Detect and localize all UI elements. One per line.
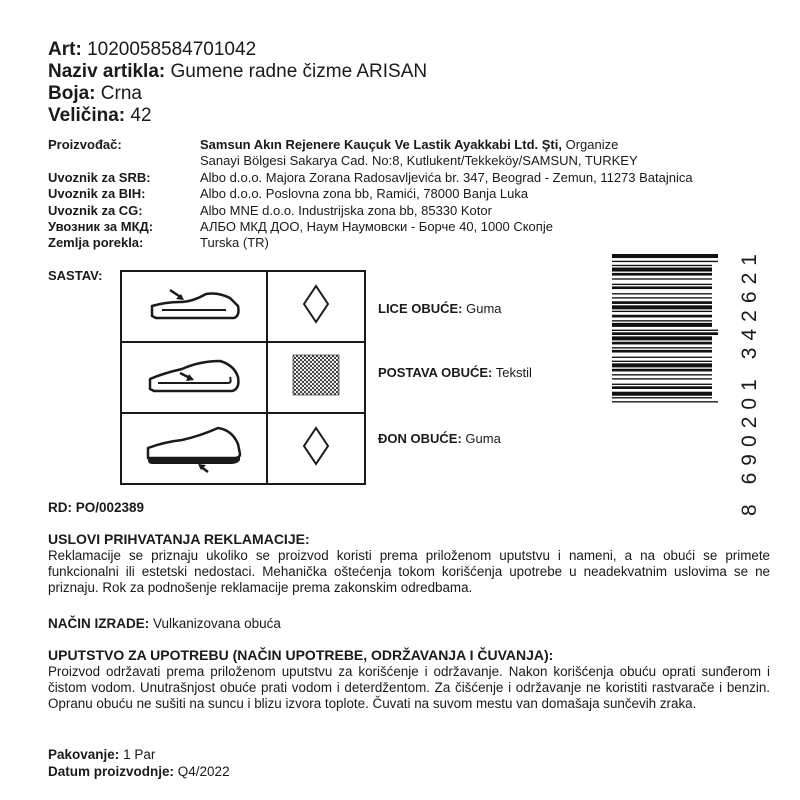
barcode-bar <box>612 361 712 362</box>
manufacture-method-label: NAČIN IZRADE: <box>48 616 150 631</box>
importer-srb <box>48 170 693 186</box>
rubber-symbol-cell <box>267 413 365 484</box>
manufacturer-name: Samsun Akın Rejenere Kauçuk Ve Lastik Ayakkabi Ltd. Şti, <box>200 137 562 152</box>
barcode-bar <box>612 350 712 353</box>
barcode-bar <box>612 378 712 379</box>
composition-upper <box>378 301 502 316</box>
lining-shoe-cell <box>121 342 267 413</box>
barcode-bar <box>612 268 712 272</box>
barcode-bar <box>612 369 712 372</box>
article-name-value: Gumene radne čizme ARISAN <box>170 61 428 82</box>
composition-sole-part: ĐON OBUĆE: <box>378 431 462 446</box>
barcode-bar <box>612 315 712 318</box>
barcode-bar <box>612 330 718 331</box>
importer-cg-value: Albo MNE d.o.o. Industrijska zona bb, 85330 Kotor <box>200 203 492 218</box>
importer-bih <box>48 186 528 202</box>
barcode-bar <box>612 305 712 309</box>
article-size-label: Veličina: <box>48 105 126 126</box>
barcode-bar <box>612 320 712 321</box>
complaints-title: USLOVI PRIHVATANJA REKLAMACIJE: <box>48 531 310 547</box>
shoe-upper-icon <box>122 272 266 336</box>
barcode-bar <box>612 384 712 385</box>
barcode-bar <box>612 357 712 358</box>
article-name <box>48 61 427 83</box>
diamond-icon <box>268 272 364 336</box>
composition-upper-material: Guma <box>466 301 502 316</box>
importer-cg-label: Uvoznik za CG: <box>48 203 143 218</box>
manufacture-method <box>48 616 281 632</box>
barcode-bar <box>612 374 712 375</box>
composition-table <box>120 270 366 485</box>
diamond-icon <box>268 414 364 478</box>
barcode-bar <box>612 332 718 335</box>
article-size-value: 42 <box>130 105 152 126</box>
importer-srb-value: Albo d.o.o. Majora Zorana Radosavljevića br. 347, Beograd - Zemun, 11273 Batajnica <box>200 170 693 185</box>
composition-lining-part: POSTAVA OBUĆE: <box>378 365 493 380</box>
article-size <box>48 105 152 127</box>
production-date-value: Q4/2022 <box>177 764 230 779</box>
packaging-label: Pakovanje: <box>48 747 120 762</box>
upper-shoe-cell <box>121 271 267 342</box>
textile-symbol-cell <box>267 342 365 413</box>
importer-bih-value: Albo d.o.o. Poslovna zona bb, Ramići, 78000 Banja Luka <box>200 186 529 201</box>
barcode-bar <box>612 363 712 367</box>
composition-lining <box>378 365 532 380</box>
composition-sole <box>378 431 501 446</box>
importer-srb-label: Uvoznik za SRB: <box>48 170 151 185</box>
manufacturer-address-1: Organize <box>565 137 619 152</box>
shoe-lining-icon <box>122 343 266 407</box>
production-date-label: Datum proizvodnje: <box>48 764 175 779</box>
barcode-bars <box>612 252 718 492</box>
barcode-bar <box>612 293 712 294</box>
rd-number: RD: PO/002389 <box>48 500 145 515</box>
country-of-origin-value: Turska (TR) <box>200 235 269 250</box>
barcode-bar <box>612 401 718 402</box>
composition-sole-material: Guma <box>465 431 501 446</box>
barcode-bar <box>612 301 712 304</box>
manufacture-method-value: Vulkanizovana obuća <box>153 616 281 631</box>
sole-shoe-cell <box>121 413 267 484</box>
barcode-bar <box>612 386 712 389</box>
article-number-label: Art: <box>48 39 82 60</box>
packaging-value: 1 Par <box>123 747 156 762</box>
textile-icon <box>268 343 364 407</box>
article-color-label: Boja: <box>48 83 96 104</box>
barcode-bar <box>612 284 712 285</box>
manufacturer-address-2: Sanayi Bölgesi Sakarya Cad. No:8, Kutlukent/Tekkeköy/SAMSUN, TURKEY <box>200 153 638 168</box>
barcode-bar <box>612 254 718 258</box>
importer-mkd-label: Увозник за МКД: <box>48 219 154 234</box>
barcode-bar <box>612 261 718 262</box>
article-color-value: Crna <box>100 83 142 104</box>
barcode-bar <box>612 286 712 289</box>
barcode-bar <box>612 347 712 348</box>
article-color <box>48 83 142 105</box>
barcode-bar <box>612 323 712 327</box>
composition-row-sole <box>121 413 365 484</box>
importer-mkd <box>48 219 553 235</box>
composition-label: SASTAV: <box>48 268 103 283</box>
production-date <box>48 764 230 780</box>
importer-cg <box>48 203 492 219</box>
barcode-number-text: 8 690201 342621 <box>738 254 761 516</box>
barcode-bar <box>612 265 712 266</box>
shoe-sole-icon <box>122 414 266 478</box>
country-of-origin <box>48 235 269 251</box>
instructions-title: UPUTSTVO ZA UPOTREBU (NAČIN UPOTREBE, ODRŽAVANJA I ČUVANJA): <box>48 647 554 663</box>
instructions-text: Proizvod održavati prema priloženom uputstvu za korišćenje i održavanje. Nakon korišćenja obuću oprati sunđerom i čistom vodom. Unutrašnjost obuće prati vodom i deterdžentom. Za čišćenje i održavanje ne koristiti rastvarače i benzin. Opranu obuću ne sušiti na suncu i blizu izvora toplote. Čuvati na suvom mestu van domašaja sunčevih zraka. <box>48 664 770 711</box>
complaints-text: Reklamacije se priznaju ukoliko se proizvod koristi prema priloženom uputstvu i nameni, a na obući se primete funkcionalni ili estetski nedostaci. Mehanička oštećenja tokom korišćenja upotrebe u neadekvatnim uslovima se ne priznaju. Rok za podnošenje reklamacije prema zakonskim odredbama. <box>48 548 770 595</box>
composition-row-upper <box>121 271 365 342</box>
barcode-number <box>736 250 762 520</box>
composition-upper-part: LICE OBUĆE: <box>378 301 463 316</box>
importer-mkd-value: АЛБО МКД ДОО, Наум Наумовски - Борче 40, 1000 Скопје <box>200 219 553 234</box>
barcode-bar <box>612 297 712 298</box>
barcode-bar <box>612 311 712 312</box>
article-number <box>48 39 256 61</box>
composition-lining-material: Tekstil <box>495 365 532 380</box>
barcode-bar <box>612 392 712 396</box>
country-of-origin-label: Zemlja porekla: <box>48 235 144 250</box>
importer-bih-label: Uvoznik za BIH: <box>48 186 146 201</box>
composition-row-lining <box>121 342 365 413</box>
barcode-bar <box>612 342 712 345</box>
manufacturer-label: Proizvođač: <box>48 137 122 152</box>
leather-symbol-cell <box>267 271 365 342</box>
packaging <box>48 747 155 763</box>
article-number-value: 1020058584701042 <box>87 39 257 60</box>
barcode-bar <box>612 273 712 276</box>
barcode-bar <box>612 397 712 398</box>
barcode-bar <box>612 336 712 340</box>
barcode-bar <box>612 278 712 279</box>
article-name-label: Naziv artikla: <box>48 61 166 82</box>
manufacturer-row <box>48 137 618 153</box>
